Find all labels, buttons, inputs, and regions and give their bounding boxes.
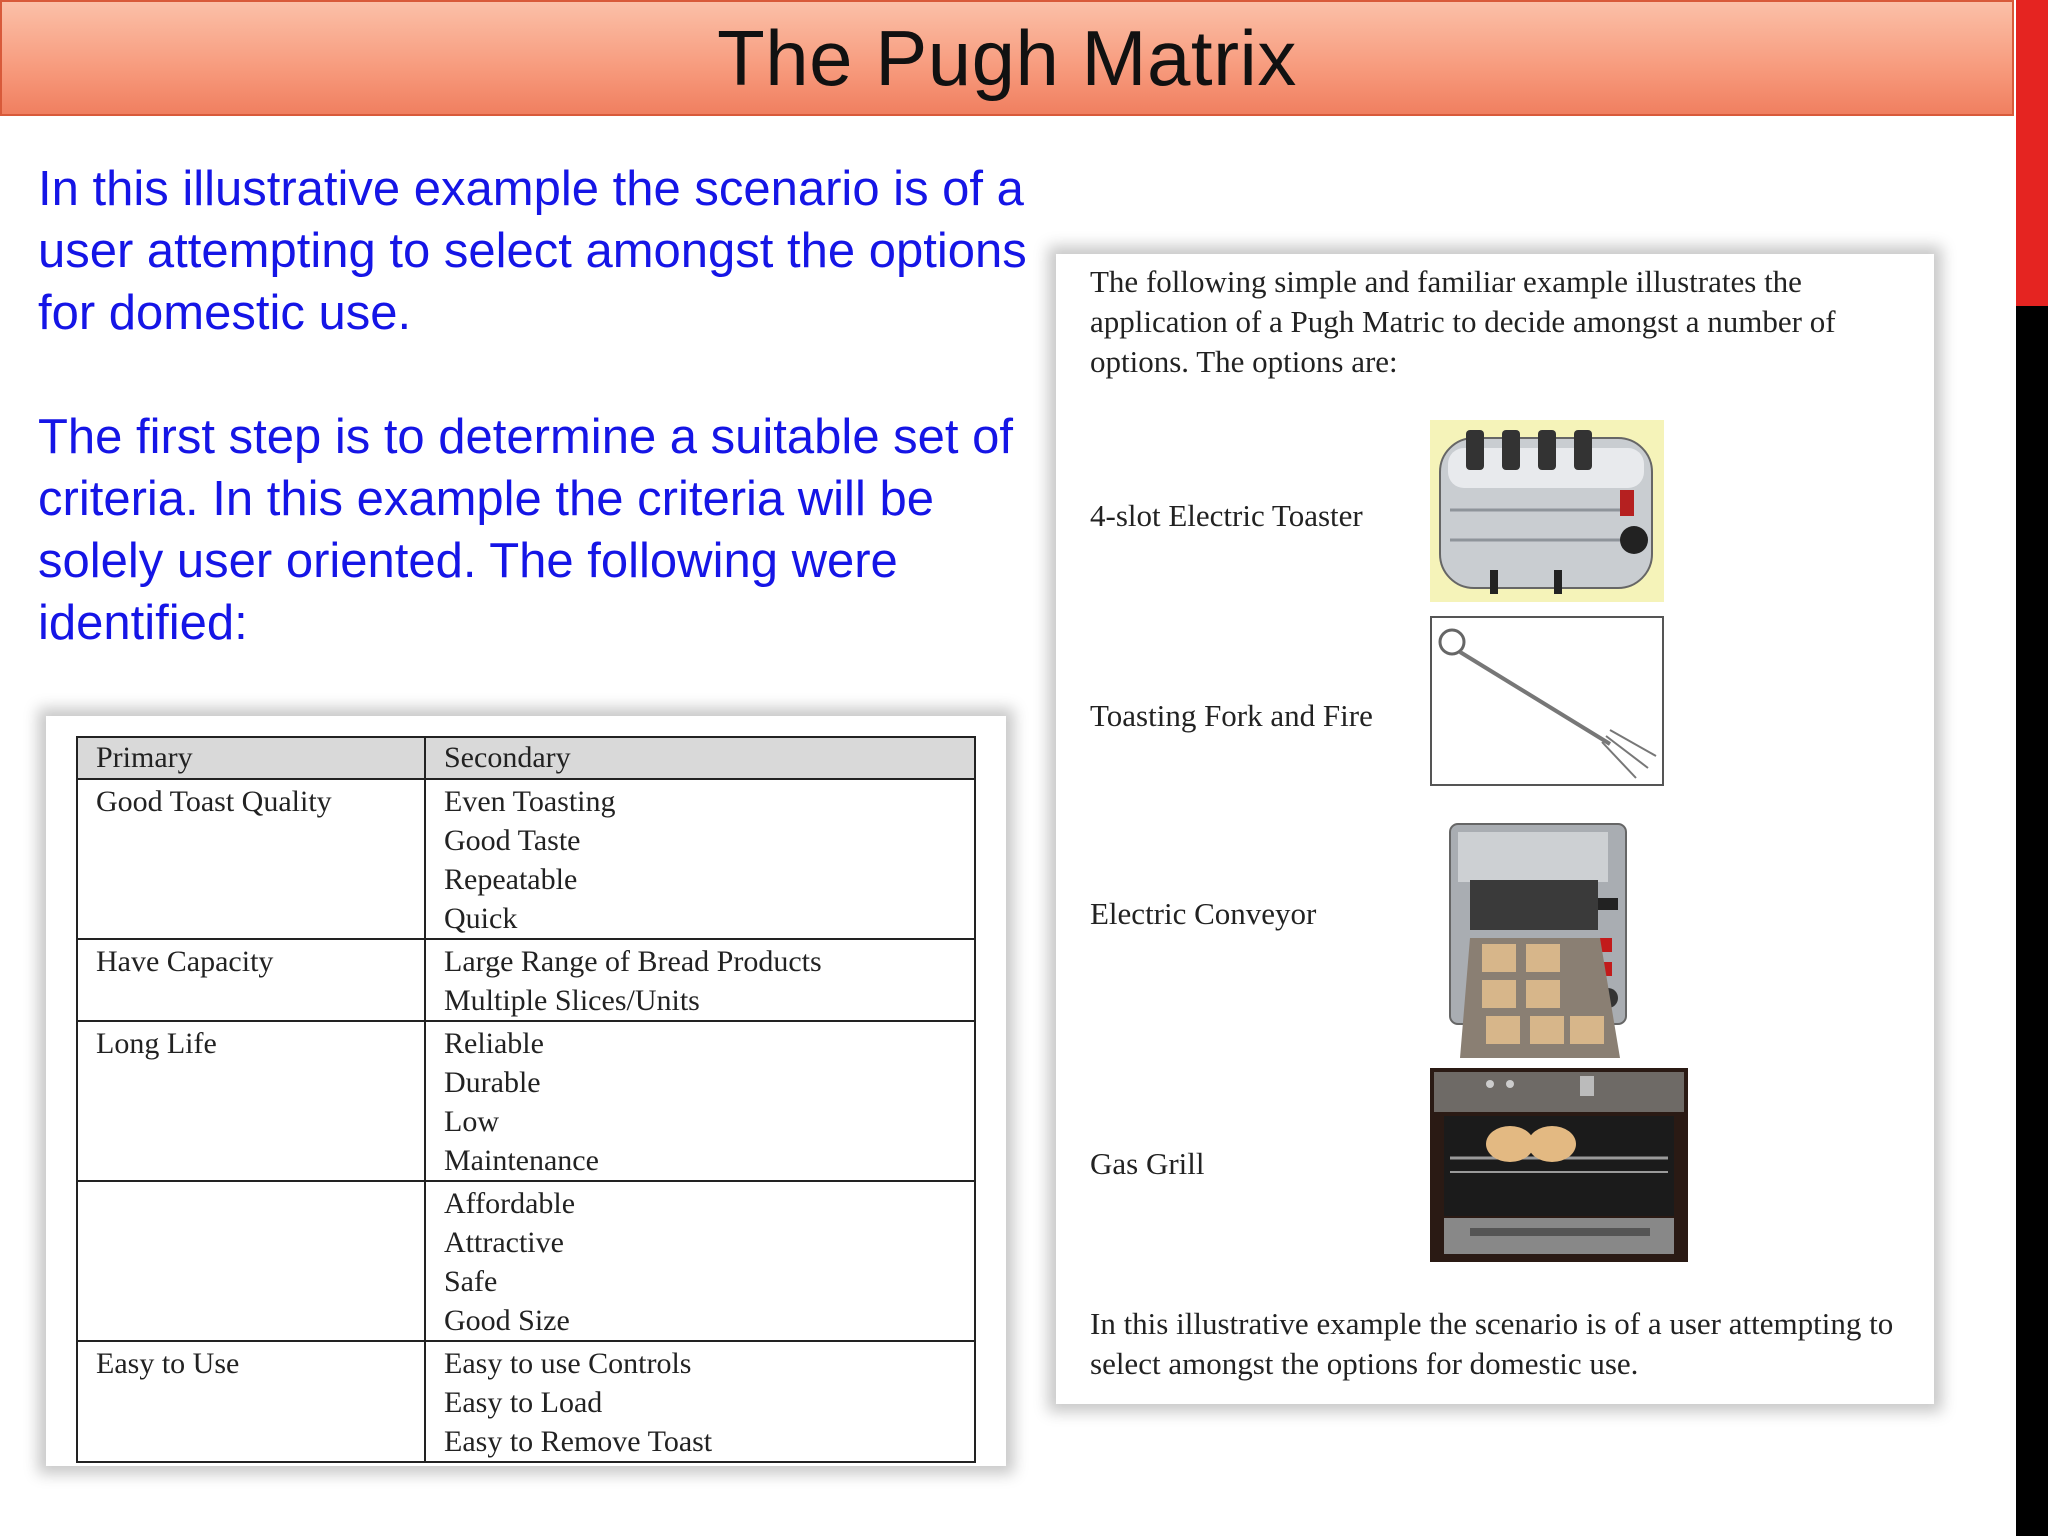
conveyor-toaster-image	[1430, 818, 1640, 1060]
secondary-item: Large Range of Bread Products	[444, 945, 822, 978]
secondary-cell	[425, 779, 975, 939]
primary-cell: Have Capacity	[77, 939, 425, 1021]
secondary-cell	[425, 1181, 975, 1341]
options-intro: The following simple and familiar example illustrates the application of a Pugh Matric to decide amongst a number of options. The options are:	[1090, 264, 1836, 379]
header-primary: Primary	[77, 737, 425, 779]
option-label-toasting-fork: Toasting Fork and Fire	[1090, 698, 1373, 733]
table-row	[77, 939, 975, 1021]
secondary-cell	[425, 939, 975, 1021]
secondary-cell	[425, 1341, 975, 1462]
secondary-item: Easy to Load	[444, 1386, 603, 1419]
secondary-item: Durable	[444, 1066, 541, 1099]
table-row	[77, 1341, 975, 1462]
option-label-conveyor: Electric Conveyor	[1090, 896, 1317, 931]
toasting-fork-image	[1430, 616, 1664, 786]
options-outro: In this illustrative example the scenario is of a user attempting to select amongst the options for domestic use.	[1090, 1306, 1894, 1381]
intro-paragraph-2: The first step is to determine a suitable set of criteria. In this example the criteria will be solely user oriented. The following were identified:	[38, 410, 1014, 650]
primary-cell: Good Toast Quality	[77, 779, 425, 939]
primary-cell	[77, 1181, 425, 1341]
secondary-item: Low	[444, 1105, 499, 1138]
table-row	[77, 1181, 975, 1341]
secondary-item: Safe	[444, 1265, 498, 1298]
option-label-gas-grill: Gas Grill	[1090, 1146, 1205, 1181]
edge-accent-red	[2016, 0, 2048, 306]
secondary-item: Good Size	[444, 1304, 570, 1337]
secondary-item: Affordable	[444, 1187, 576, 1220]
secondary-item: Repeatable	[444, 863, 578, 896]
primary-cell: Long Life	[77, 1021, 425, 1181]
slide-title: The Pugh Matrix	[717, 13, 1297, 102]
option-label-toaster: 4-slot Electric Toaster	[1090, 498, 1363, 533]
secondary-item: Multiple Slices/Units	[444, 984, 700, 1017]
secondary-item: Attractive	[444, 1226, 564, 1259]
secondary-item: Reliable	[444, 1027, 544, 1060]
toaster-image	[1430, 420, 1664, 602]
intro-paragraph-1: In this illustrative example the scenario is of a user attempting to select amongst the options for domestic use.	[38, 162, 1027, 340]
title-bar	[0, 0, 2014, 116]
secondary-item: Good Taste	[444, 824, 581, 857]
secondary-item: Easy to use Controls	[444, 1347, 692, 1380]
edge-accent-black	[2016, 306, 2048, 1536]
options-figure	[1056, 254, 1934, 1404]
secondary-item: Maintenance	[444, 1144, 599, 1177]
header-secondary: Secondary	[425, 737, 975, 779]
secondary-cell	[425, 1021, 975, 1181]
criteria-table-figure	[46, 716, 1006, 1466]
table-row	[77, 1021, 975, 1181]
secondary-item: Even Toasting	[444, 785, 616, 818]
intro-text	[38, 158, 1028, 654]
secondary-item: Quick	[444, 902, 518, 935]
secondary-item: Easy to Remove Toast	[444, 1425, 713, 1458]
primary-cell: Easy to Use	[77, 1341, 425, 1462]
criteria-table	[76, 736, 976, 1463]
table-row	[77, 779, 975, 939]
gas-grill-image	[1430, 1068, 1688, 1262]
